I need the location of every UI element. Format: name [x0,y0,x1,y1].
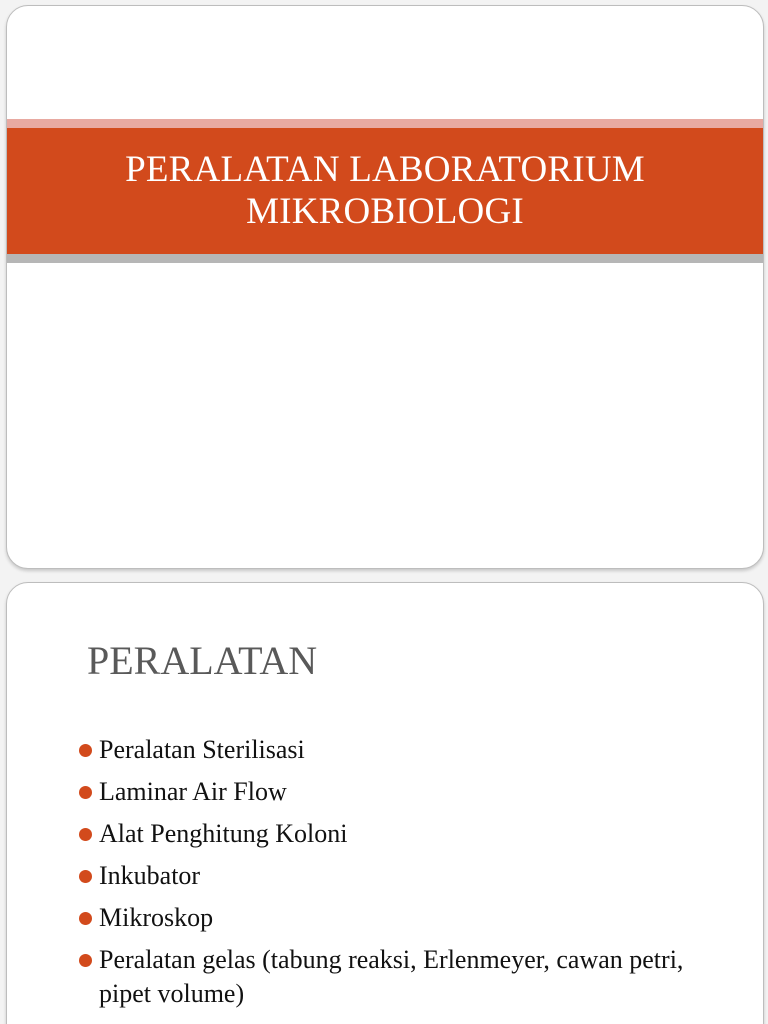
title-band-top-stripe [7,119,763,128]
slide-title-line-1: PERALATAN LABORATORIUM [125,149,645,190]
bullet-item [79,901,739,935]
bullet-dot-icon [79,786,92,799]
bullet-dot-icon [79,828,92,841]
bullet-item [79,733,739,767]
bullet-list [79,733,739,1019]
bullet-item [79,943,739,1011]
bullet-item [79,817,739,851]
bullet-dot-icon [79,954,92,967]
bullet-text: Inkubator [99,861,201,890]
slide-title-line-2: MIKROBIOLOGI [246,191,524,232]
bullet-dot-icon [79,912,92,925]
bullet-text: Peralatan gelas (tabung reaksi, Erlenmeyer, cawan petri, pipet volume) [99,945,684,1008]
title-band-shadow [7,254,763,263]
bullet-item [79,859,739,893]
title-slide [6,5,764,569]
bullet-dot-icon [79,744,92,757]
bullet-item [79,775,739,809]
bullet-text: Mikroskop [99,903,214,932]
bullet-text: Peralatan Sterilisasi [99,735,305,764]
content-slide [6,582,764,1024]
bullet-dot-icon [79,870,92,883]
bullet-text: Alat Penghitung Koloni [99,819,348,848]
slide-heading: PERALATAN [87,638,318,683]
bullet-text: Laminar Air Flow [99,777,287,806]
title-band [7,128,763,254]
